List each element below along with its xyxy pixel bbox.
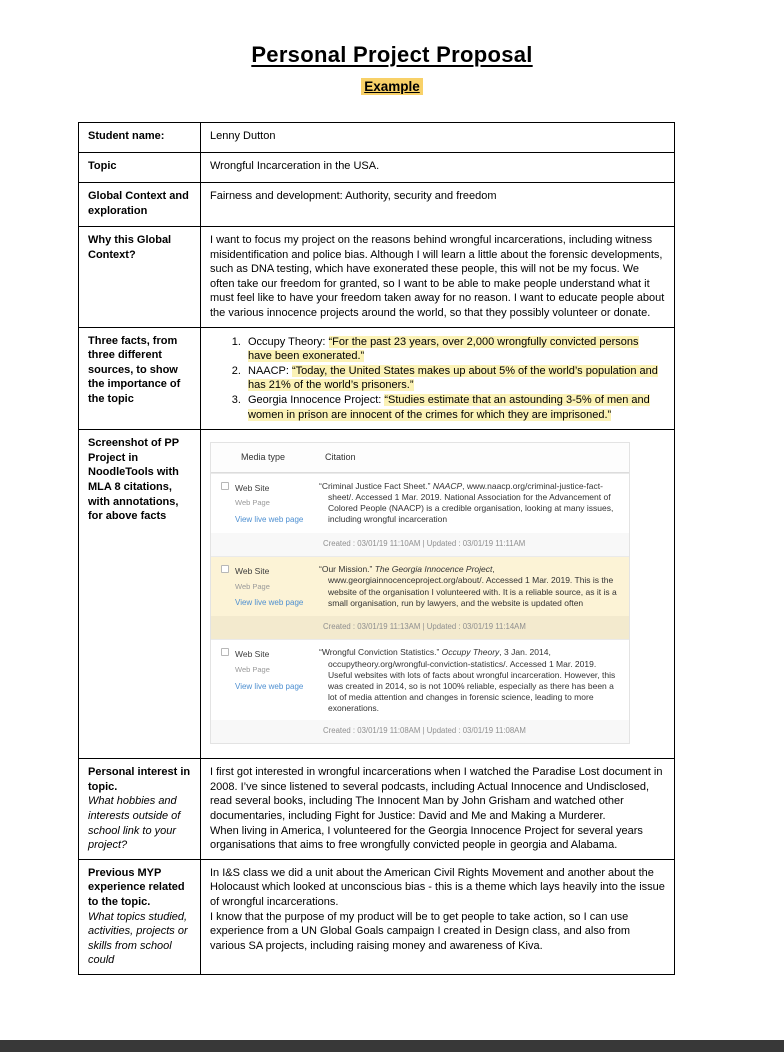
entry-timestamps: Created : 03/01/19 11:13AM | Updated : 03/01/19 11:14AM bbox=[211, 616, 629, 640]
why-context-label: Why this Global Context? bbox=[79, 227, 201, 328]
entry-checkbox[interactable] bbox=[221, 565, 229, 573]
citation-text bbox=[319, 564, 619, 611]
screenshot-label: Screenshot of PP Project in NoodleTools with MLA 8 citations, with annotations, for above facts bbox=[79, 430, 201, 759]
paragraph: I know that the purpose of my product will be to get people to take action, so I can use experience from a UN Global Goals campaign I created in Design class, and also from various SA projects, including raising money and awareness of Kiva. bbox=[210, 910, 631, 952]
table-row-global-context bbox=[79, 183, 675, 227]
proposal-table bbox=[78, 122, 675, 975]
fact-item bbox=[244, 364, 665, 393]
citation-entry-row bbox=[211, 557, 629, 613]
fact-item bbox=[244, 335, 665, 364]
screenshot-value bbox=[201, 430, 675, 759]
citation-title: “Criminal Justice Fact Sheet.” bbox=[319, 480, 433, 491]
citation-source: The Georgia Innocence Project bbox=[374, 564, 493, 575]
noodletools-header bbox=[211, 443, 629, 473]
citation-entry-row bbox=[211, 640, 629, 716]
citation-entry-row bbox=[211, 474, 629, 530]
media-subtype: Web Page bbox=[235, 498, 270, 508]
media-subtype: Web Page bbox=[235, 581, 270, 591]
student-name-value: Lenny Dutton bbox=[201, 123, 675, 153]
personal-interest-label-italic: What hobbies and interests outside of school link to your project? bbox=[88, 795, 181, 852]
checkbox-column-spacer bbox=[221, 450, 235, 465]
table-row-topic bbox=[79, 153, 675, 183]
topic-label: Topic bbox=[79, 153, 201, 183]
personal-interest-label-bold: Personal interest in topic. bbox=[88, 766, 191, 793]
student-name-label: Student name: bbox=[79, 123, 201, 153]
fact-source: Occupy Theory: bbox=[248, 335, 329, 348]
view-live-web-page-link[interactable]: View live web page bbox=[235, 598, 304, 608]
citation-annotation: , 3 Jan. 2014, occupytheory.org/wrongful-conviction-statistics/. Accessed 1 Mar. 2019. Useful websites with lots of facts about wrongful incarceration. However, this was created in 2014, so is not 100% reliable, especially as there has been a lot of media attention and changes in forensic science, leading to more exonerations. bbox=[328, 647, 616, 714]
previous-myp-label-italic: What topics studied, activities, projects or skills from school could bbox=[88, 910, 188, 967]
table-row-three-facts bbox=[79, 327, 675, 430]
citation-entry bbox=[211, 473, 629, 556]
fact-source: Georgia Innocence Project: bbox=[248, 393, 385, 406]
citation-annotation: , www.naacp.org/criminal-justice-fact-sheet/. Accessed 1 Mar. 2019. National Association for the Advancement of Colored People (NAACP) is a credible organisation, looking at many issues, including wrongful incarceration bbox=[328, 480, 614, 525]
media-type-header: Media type bbox=[241, 452, 286, 463]
view-live-web-page-link[interactable]: View live web page bbox=[235, 514, 304, 524]
table-row-previous-myp bbox=[79, 859, 675, 974]
global-context-value: Fairness and development: Authority, security and freedom bbox=[201, 183, 675, 227]
citation-text bbox=[319, 647, 619, 714]
citation-source: Occupy Theory bbox=[441, 647, 500, 658]
entry-media-column bbox=[235, 647, 313, 714]
why-context-value: I want to focus my project on the reasons behind wrongful incarcerations, including witness misidentification and police bias. Although I will learn a little about the forensic developments, such as DNA testing, which have exonerated these people, this will not be my focus. We often take our freedom for granted, so I want to be able to make people understand what it must feel like to have your freedom taken away for no reason. I want to educate people about the various innocence projects around the world, so that they possibly volunteer or donate. bbox=[201, 227, 675, 328]
fact-quote: “Studies estimate that an astounding 3-5% of men and women in prison are innocent of the crimes for which they are imprisoned.” bbox=[248, 393, 650, 421]
table-row-why-context bbox=[79, 227, 675, 328]
page-subtitle bbox=[0, 79, 784, 94]
table-row-personal-interest bbox=[79, 759, 675, 860]
page-title bbox=[0, 42, 784, 68]
facts-list bbox=[210, 335, 665, 423]
table-row-student-name bbox=[79, 123, 675, 153]
citation-text bbox=[319, 481, 619, 528]
entry-timestamps: Created : 03/01/19 11:10AM | Updated : 03/01/19 11:11AM bbox=[211, 533, 629, 557]
fact-source: NAACP: bbox=[248, 364, 293, 377]
personal-interest-label bbox=[79, 759, 201, 860]
media-type: Web Site bbox=[235, 482, 270, 493]
citation-entry bbox=[211, 639, 629, 743]
citation-title: “Our Mission.” bbox=[319, 564, 375, 575]
fact-item bbox=[244, 393, 665, 422]
three-facts-label: Three facts, from three different sources, to show the importance of the topic bbox=[79, 327, 201, 430]
global-context-label: Global Context and exploration bbox=[79, 183, 201, 227]
citation-header: Citation bbox=[325, 452, 356, 463]
entry-checkbox[interactable] bbox=[221, 482, 229, 490]
page-subtitle-text: Example bbox=[361, 78, 423, 95]
entry-media-column bbox=[235, 481, 313, 528]
fact-quote: “Today, the United States makes up about 5% of the world’s population and has 21% of the world’s prisoners.” bbox=[248, 364, 658, 392]
entry-media-column bbox=[235, 564, 313, 611]
media-type: Web Site bbox=[235, 649, 270, 660]
citation-annotation: , www.georgiainnocenceproject.org/about/. Accessed 1 Mar. 2019. This is the website of the organisation I volunteered with. It is a reliable source, as it is a small organisation, run by lawyers, and the website is updated often bbox=[328, 564, 617, 608]
entry-timestamps: Created : 03/01/19 11:08AM | Updated : 03/01/19 11:08AM bbox=[211, 720, 629, 744]
three-facts-value bbox=[201, 327, 675, 430]
page-title-text: Personal Project Proposal bbox=[251, 42, 533, 67]
media-subtype: Web Page bbox=[235, 665, 270, 675]
noodletools-screenshot bbox=[210, 442, 630, 744]
citation-source: NAACP bbox=[432, 480, 463, 491]
paragraph: I first got interested in wrongful incarcerations when I watched the Paradise Lost document in 2008. I’ve since listened to several podcasts, including Actual Innocence and Undisclosed, read several books, including The Innocent Man by John Grisham and watched other documentaries, including Fight for Justice: David and Me and Making a Murderer. bbox=[210, 766, 663, 823]
previous-myp-label bbox=[79, 859, 201, 974]
view-live-web-page-link[interactable]: View live web page bbox=[235, 681, 304, 691]
topic-value: Wrongful Incarceration in the USA. bbox=[201, 153, 675, 183]
paragraph: In I&S class we did a unit about the American Civil Rights Movement and another about the Holocaust which looked at unconscious bias - this is a theme which lays heavily into the issue of wrongful incarcerations. bbox=[210, 866, 665, 909]
citation-title: “Wrongful Conviction Statistics.” bbox=[319, 647, 442, 658]
page-bottom-edge bbox=[0, 1040, 784, 1052]
table-row-screenshot bbox=[79, 430, 675, 759]
citation-entry bbox=[211, 556, 629, 639]
paragraph: When living in America, I volunteered for the Georgia Innocence Project for several years organisations that aims to free wrongfully convicted people in georgia and Alabama. bbox=[210, 824, 643, 852]
fact-quote: “For the past 23 years, over 2,000 wrongfully convicted persons have been exonerated.” bbox=[248, 335, 639, 363]
previous-myp-value bbox=[201, 859, 675, 974]
personal-interest-value bbox=[201, 759, 675, 860]
media-type: Web Site bbox=[235, 566, 270, 577]
entry-checkbox[interactable] bbox=[221, 648, 229, 656]
previous-myp-label-bold: Previous MYP experience related to the topic. bbox=[88, 866, 185, 909]
